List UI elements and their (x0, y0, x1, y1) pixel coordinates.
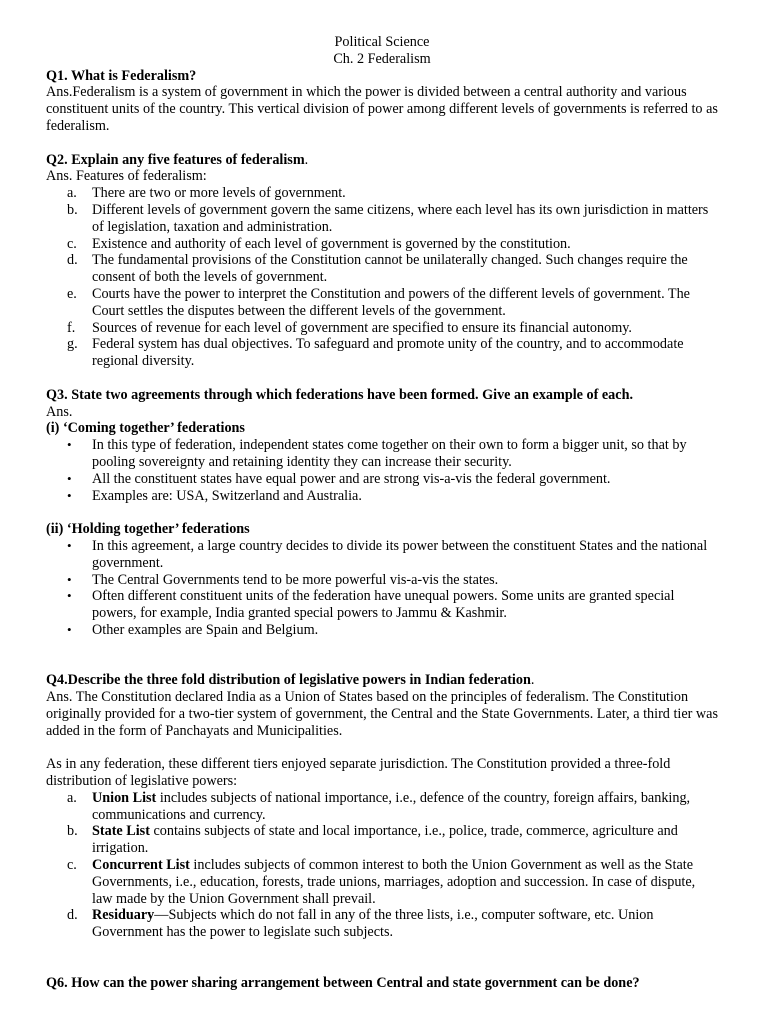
document-page (46, 34, 718, 991)
q4-para2: As in any federation, these different tiers enjoyed separate jurisdiction. The Constitution provided a three-fold distribution of legislative powers: (46, 756, 671, 790)
bullet-icon: • (67, 571, 72, 587)
list-item: d. Residuary—Subjects which do not fall in any of the three lists, i.e., computer software, etc. Union Government has the power to legislate such subjects. (67, 907, 654, 941)
bullet-icon: • (67, 470, 72, 486)
list-item: a. Union List includes subjects of national importance, i.e., defence of the country, foreign affairs, banking, communications and currency. (67, 789, 691, 823)
q2-question-end: . (304, 151, 309, 168)
q3-sub2-title: (ii) ‘Holding together’ federations (46, 521, 250, 538)
q4-question-text: Q4.Describe the three fold distribution of legislative powers in Indian federation (46, 672, 531, 689)
list-item: b. State List contains subjects of state and local importance, i.e., police, trade, commerce, agriculture and irrigation. (67, 823, 678, 857)
list-item: • All the constituent states have equal power and are strong vis-a-vis the federal government. (67, 470, 611, 487)
bullet-icon: • (67, 621, 72, 637)
q4-list (46, 790, 718, 941)
list-item: c. Existence and authority of each level of government is governed by the constitution. (67, 235, 571, 252)
q4-para1: Ans. The Constitution declared India as a Union of States based on the principles of federalism. The Constitution originally provided for a two-tier system of government, the Central and the State Governments. Later, a third tier was added in the form of Panchayats and Municipalities. (46, 689, 718, 739)
bullet-icon: • (67, 588, 72, 604)
chapter-title: Ch. 2 Federalism (333, 50, 431, 67)
list-item: • In this type of federation, independent states come together on their own to form a bigger unit, so that by pooling sovereignty and retaining identity they can increase their security. (67, 437, 687, 470)
list-item: c. Concurrent List includes subjects of common interest to both the Union Government as well as the State Governments, i.e., education, forests, trade unions, marriages, adoption and succession. In case of dispute, law made by the Union Government shall prevail. (67, 857, 696, 907)
subject-title: Political Science (334, 34, 430, 50)
q4-question (46, 672, 718, 689)
q3-sub1-title: (i) ‘Coming together’ federations (46, 420, 245, 437)
list-item: g. Federal system has dual objectives. To safeguard and promote unity of the country, and to accommodate regional diversity. (67, 336, 684, 370)
bullet-icon: • (67, 487, 72, 503)
list-item: d. The fundamental provisions of the Constitution cannot be unilaterally changed. Such changes require the consent of both the levels of government. (67, 252, 688, 286)
bullet-icon: • (67, 537, 72, 553)
list-item: • In this agreement, a large country decides to divide its power between the constituent States and the national government. (67, 537, 708, 571)
q2-question (46, 152, 718, 169)
q2-intro: Ans. Features of federalism: (46, 168, 207, 185)
list-item: • The Central Governments tend to be more powerful vis-a-vis the states. (67, 571, 499, 588)
list-item: e. Courts have the power to interpret the Constitution and powers of the different levels of government. The Court settles the disputes between the different levels of the government. (67, 285, 690, 319)
q3-ans-label: Ans. (46, 403, 73, 420)
list-item: a. There are two or more levels of government. (67, 185, 346, 202)
q6-question: Q6. How can the power sharing arrangement between Central and state government can be done? (46, 974, 640, 991)
list-item: b. Different levels of government govern the same citizens, where each level has its own jurisdiction in matters of legislation, taxation and administration. (67, 201, 709, 235)
q1-question: Q1. What is Federalism? (46, 67, 197, 84)
q3-sub2-bullets (46, 538, 718, 639)
q3-sub1-bullets (46, 437, 718, 504)
bullet-icon: • (67, 437, 72, 453)
list-item: • Often different constituent units of the federation have unequal powers. Some units are granted special powers, for example, India granted special powers to Jammu & Kashmir. (67, 588, 675, 622)
q1-answer: Ans.Federalism is a system of government in which the power is divided between a central authority and various constituent units of the country. This vertical division of power among different levels of governments is referred to as federalism. (46, 84, 718, 134)
q4-question-end: . (530, 672, 535, 689)
q3-question: Q3. State two agreements through which federations have been formed. Give an example of each. (46, 386, 634, 403)
list-item: • Examples are: USA, Switzerland and Australia. (67, 487, 362, 504)
q2-feature-list (46, 185, 718, 370)
q2-question-text: Q2. Explain any five features of federalism (46, 151, 305, 168)
list-item: • Other examples are Spain and Belgium. (67, 621, 319, 638)
list-item: f. Sources of revenue for each level of government are specified to ensure its financial autonomy. (67, 319, 632, 336)
